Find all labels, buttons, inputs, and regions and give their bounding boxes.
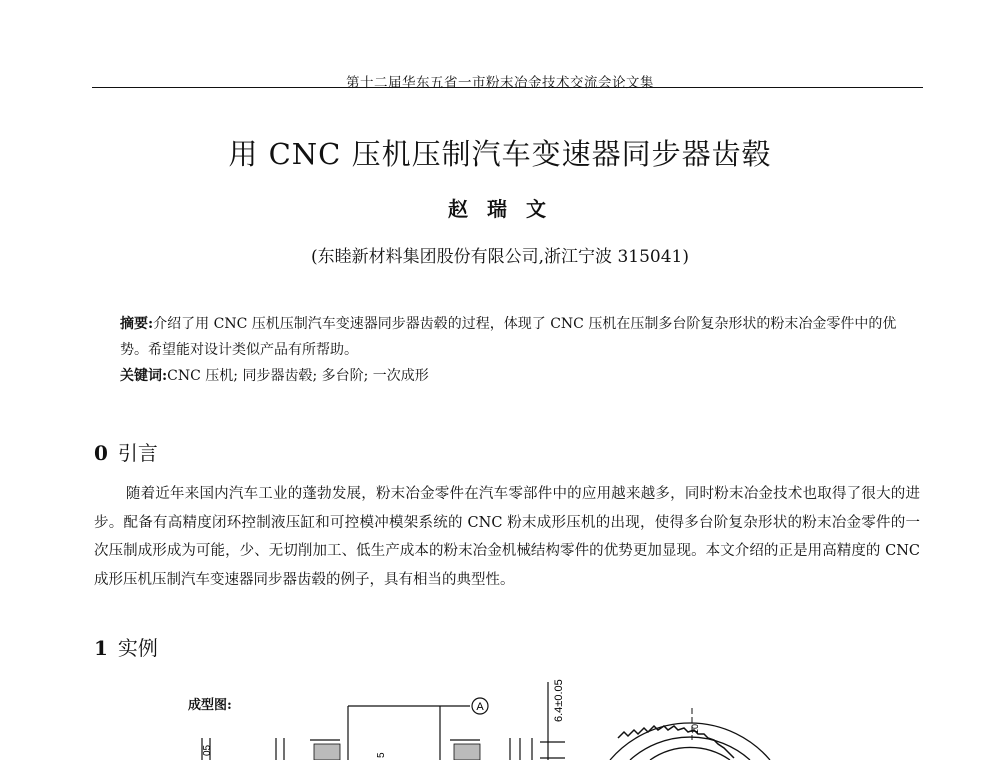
section-title: 引言 — [117, 441, 158, 465]
keywords-line — [120, 363, 900, 389]
dimension-text-small: 5 — [376, 752, 387, 758]
dimension-text: 6.4±0.05 — [553, 679, 565, 722]
paper-title: 用 CNC 压机压制汽车变速器同步器齿毂 — [228, 137, 772, 171]
intro-paragraph: 随着近年来国内汽车工业的蓬勃发展，粉末冶金零件在汽车零部件中的应用越来越多，同时粉末冶金技术也取得了很大的进步。配备有高精度闭环控制液压缸和可控模冲模架系统的 CNC 粉末成形压机的出现，使得多台阶复杂形状的粉末冶金零件的一次压制成形成为可能，少、无切削加工、低生产成本的粉末冶金机械结构零件的优势更加显现。本文介绍的正是用高精度的 CNC 成形压机压制汽车变速器同步器齿毂的例子，具有相当的典型性。 — [94, 486, 920, 588]
dimension-text-small: 10 — [690, 723, 700, 734]
section-heading-example — [94, 632, 158, 661]
abstract-label: 摘要: — [120, 316, 154, 332]
abstract-block — [120, 311, 900, 389]
keywords-text: CNC 压机; 同步器齿毂; 多台阶; 一次成形 — [167, 368, 429, 384]
section-title: 实例 — [117, 636, 158, 660]
abstract-line — [120, 311, 900, 363]
datum-label: A — [476, 701, 484, 713]
paper-author: 赵 瑞 文 — [448, 197, 552, 221]
part-drawing — [180, 668, 800, 760]
dimension-text-small: 05 — [202, 744, 213, 756]
running-header: 第十二届华东五省一市粉末冶金技术交流会论文集 — [346, 75, 654, 91]
keywords-label: 关键词: — [120, 368, 168, 384]
hatched-section — [454, 744, 480, 760]
section-heading-intro — [94, 437, 158, 466]
paper-affiliation: (东睦新材料集团股份有限公司,浙江宁波 315041) — [311, 247, 689, 267]
section-number: 1 — [94, 636, 108, 660]
abstract-text: 介绍了用 CNC 压机压制汽车变速器同步器齿毂的过程，体现了 CNC 压机在压制多台阶复杂形状的粉末冶金零件中的优势。希望能对设计类似产品有所帮助。 — [120, 316, 897, 358]
section-number: 0 — [94, 441, 108, 465]
header-rule — [92, 87, 923, 88]
hatched-section — [314, 744, 340, 760]
figure-label: 成型图: — [188, 698, 232, 713]
gear-bore-arc — [650, 747, 730, 760]
